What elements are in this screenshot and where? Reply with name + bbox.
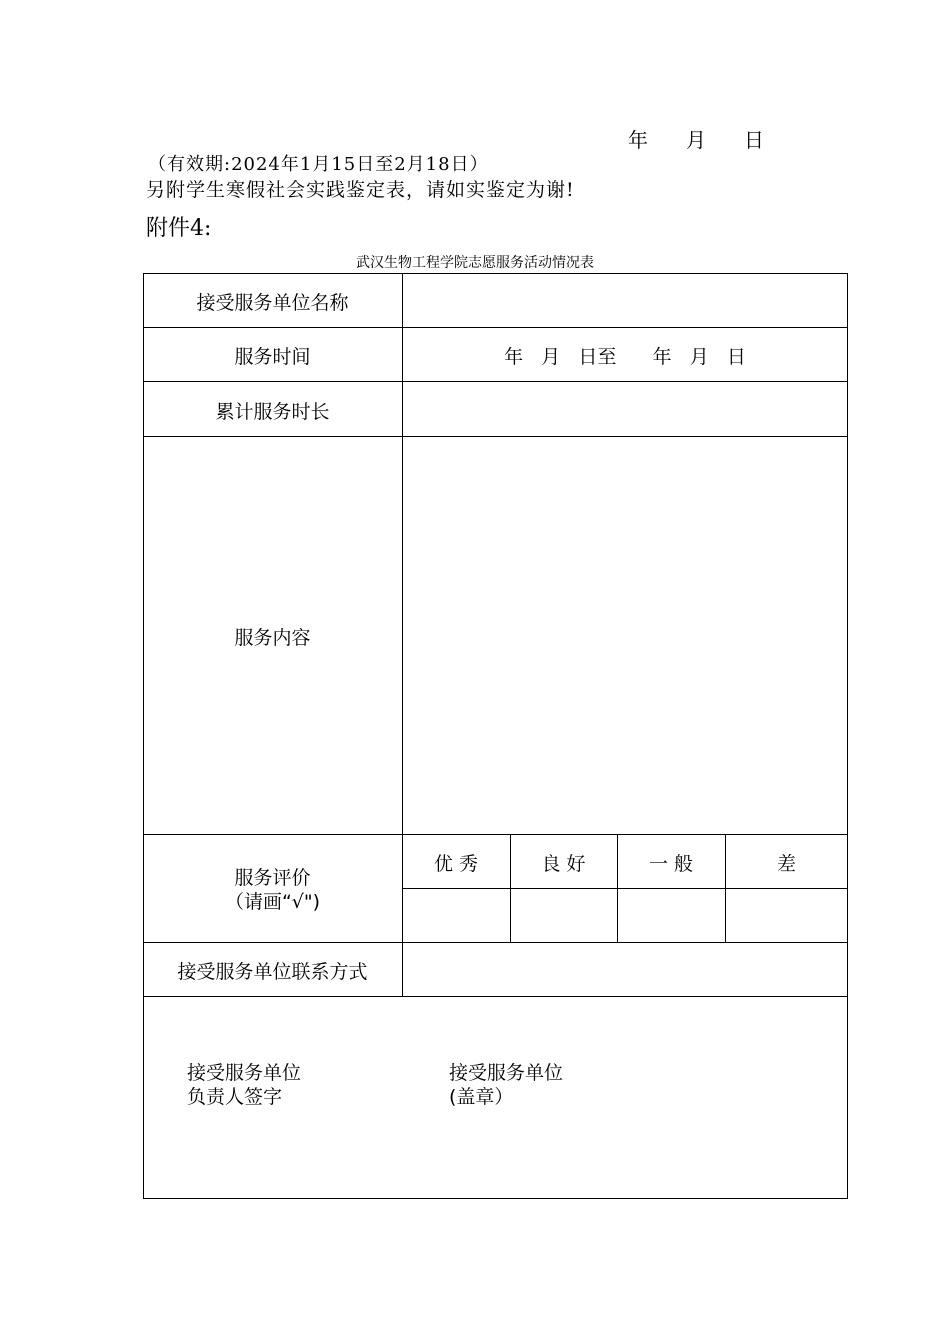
rating-poor: 差: [776, 853, 796, 875]
row-divider: [143, 996, 848, 997]
validity-period: （有效期:2024年1月15日至2月18日）: [148, 154, 489, 175]
unit-name-field[interactable]: [403, 274, 847, 327]
row-divider: [143, 834, 848, 835]
service-time-label: 服务时间: [234, 346, 311, 368]
evaluation-hint: （请画“√"): [224, 891, 321, 913]
stamp-label-line1: 接受服务单位: [449, 1062, 564, 1084]
stamp-block: [449, 1061, 563, 1109]
rating-average-checkbox[interactable]: [618, 889, 724, 941]
total-hours-label: 累计服务时长: [215, 401, 330, 423]
contact-label: 接受服务单位联系方式: [177, 961, 368, 983]
form-title: 武汉生物工程学院志愿服务活动情况表: [356, 255, 594, 271]
rating-good-checkbox[interactable]: [511, 889, 616, 941]
service-content-label: 服务内容: [234, 627, 311, 649]
rating-poor-checkbox[interactable]: [726, 889, 847, 941]
service-evaluation-label: 服务评价: [234, 867, 311, 889]
rating-good: 良 好: [541, 853, 586, 875]
date-month: 月: [686, 128, 706, 152]
rating-excellent-checkbox[interactable]: [403, 889, 509, 941]
attachment-label: 附件4:: [146, 216, 212, 241]
row-divider: [143, 327, 848, 328]
signature-label-line2: 负责人签字: [187, 1086, 283, 1108]
date-day: 日: [744, 128, 764, 152]
stamp-label-line2: (盖章）: [449, 1086, 514, 1108]
rating-excellent: 优 秀: [433, 853, 479, 875]
responsible-signature-block: [187, 1061, 301, 1109]
appraisal-note: 另附学生寒假社会实践鉴定表，请如实鉴定为谢!: [146, 179, 575, 201]
rating-average: 一 般: [648, 853, 694, 875]
signature-label-line1: 接受服务单位: [187, 1062, 302, 1084]
total-hours-field[interactable]: [403, 382, 847, 436]
unit-name-label: 接受服务单位名称: [196, 292, 349, 314]
date-year: 年: [628, 128, 648, 152]
date-line: [628, 124, 764, 153]
service-content-field[interactable]: [403, 437, 847, 834]
service-time-value: 年 月 日至 年 月 日: [504, 346, 746, 368]
contact-field[interactable]: [403, 943, 847, 996]
